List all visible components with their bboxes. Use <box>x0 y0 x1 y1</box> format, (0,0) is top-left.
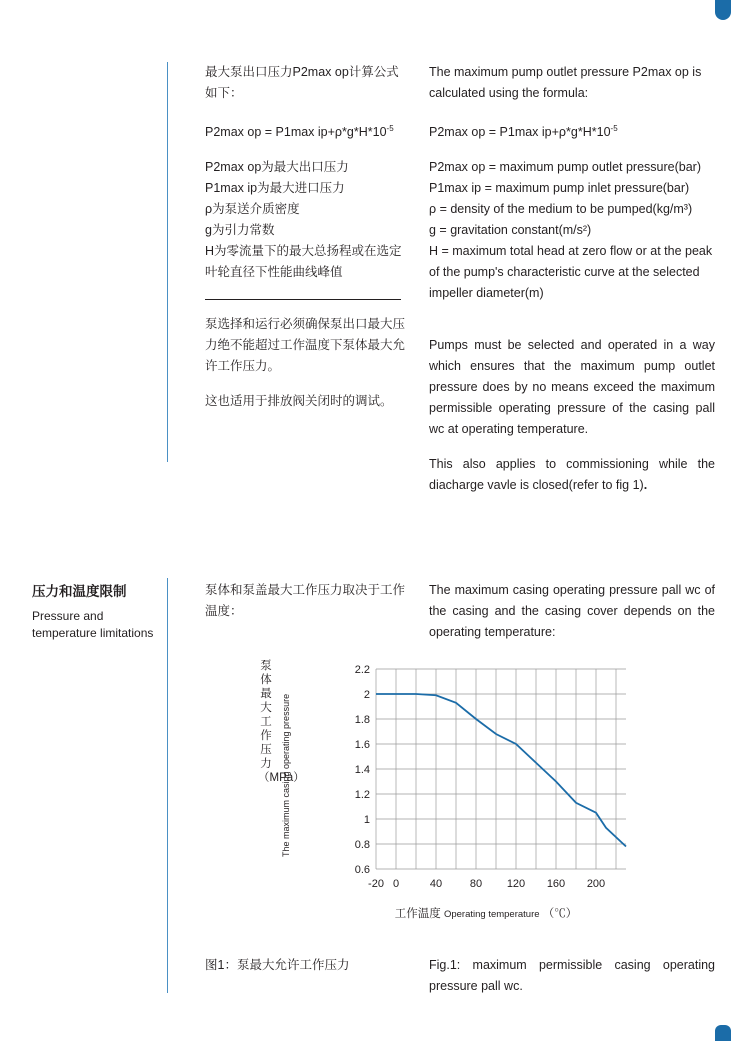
mid-english-column <box>429 580 715 657</box>
mid-content-block <box>205 580 725 657</box>
cn-def-4: H为零流量下的最大总扬程或在选定叶轮直径下性能曲线峰值 <box>205 244 402 280</box>
top-english-column <box>429 62 715 510</box>
chart-svg <box>336 659 636 899</box>
cn-def-0: P2max op为最大出口压力 <box>205 160 349 175</box>
chart-y-axis-label-cn: 泵体最大工作压力（MPa） <box>258 660 305 784</box>
svg-text:1: 1 <box>363 814 370 826</box>
cn-def-1: P1max ip为最大进口压力 <box>205 181 345 196</box>
section-heading-cn: 压力和温度限制 <box>32 584 127 599</box>
svg-text:80: 80 <box>469 878 483 890</box>
vertical-rule-top <box>167 62 168 462</box>
mid-cn-text: 泵体和泵盖最大工作压力取决于工作温度： <box>205 583 406 618</box>
figure-caption <box>205 955 725 997</box>
cn-formula-text: P2max op = P1max ip+ρ*g*H*10 <box>205 125 387 140</box>
cn-warning-2: 这也适用于排放阀关闭时的调试。 <box>205 394 393 409</box>
chart-figure <box>258 655 678 925</box>
svg-text:40: 40 <box>429 878 443 890</box>
cn-intro: 最大泵出口压力P2max op计算公式如下： <box>205 65 399 100</box>
chart-plot <box>336 659 636 904</box>
section-heading-en: Pressure and temperature limitations <box>32 609 154 640</box>
spacer <box>429 304 715 335</box>
caption-cn: 图1：泵最大允许工作压力 <box>205 958 350 972</box>
svg-text:1.4: 1.4 <box>354 764 370 776</box>
section-heading <box>32 582 162 642</box>
cn-def-3: g为引力常数 <box>205 223 275 238</box>
corner-marker-bottom-right <box>715 1025 731 1041</box>
cn-warning: 泵选择和运行必须确保泵出口最大压力绝不能超过工作温度下泵体最大允许工作压力。 <box>205 317 406 374</box>
en-formula-exponent: -5 <box>610 124 618 133</box>
en-warning-2 <box>429 454 715 496</box>
svg-text:1.2: 1.2 <box>354 789 370 801</box>
en-def-4: H = maximum total head at zero flow or at the peak of the pump's characteristic curve at the selected impeller diameter(m) <box>429 244 713 301</box>
top-content-block <box>205 62 725 510</box>
svg-text:1.8: 1.8 <box>354 714 370 726</box>
cn-def-2: ρ为泵送介质密度 <box>205 202 300 217</box>
corner-marker-top-right <box>715 0 731 20</box>
chart-x-axis-label-cn: 工作温度 <box>394 908 441 920</box>
mid-en-text: The maximum casing operating pressure pall wc of the casing and the casing cover depends on the operating temperature: <box>429 583 715 639</box>
chart-x-axis-label-en: Operating temperature <box>443 909 540 920</box>
svg-text:2.2: 2.2 <box>354 664 370 676</box>
cn-formula <box>205 118 405 143</box>
en-warning: Pumps must be selected and operated in a way which ensures that the maximum pump outlet pressure does by no means exceed the maximum permissible operating pressure of the casing pall wc at operating temperature. <box>429 338 715 437</box>
caption-en: Fig.1: maximum permissible casing operating pressure pall wc. <box>429 958 715 993</box>
en-def-0: P2max op = maximum pump outlet pressure(bar) <box>429 160 701 175</box>
en-formula <box>429 118 715 143</box>
chart-y-axis-label-en: The maximum casing operating pressure <box>281 693 291 857</box>
svg-text:0: 0 <box>392 878 400 890</box>
svg-text:0.6: 0.6 <box>354 864 370 876</box>
en-def-3: g = gravitation constant(m/s²) <box>429 223 592 238</box>
en-warning-2-text: This also applies to commissioning while the diacharge vavle is closed(refer to fig 1) <box>429 457 715 493</box>
mid-chinese-column <box>205 580 405 657</box>
svg-text:-20: -20 <box>368 878 384 890</box>
en-warning-2-period: . <box>643 478 648 493</box>
svg-text:200: 200 <box>586 878 606 890</box>
en-def-1: P1max ip = maximum pump inlet pressure(bar) <box>429 181 690 196</box>
divider <box>205 299 401 300</box>
svg-text:0.8: 0.8 <box>354 839 370 851</box>
cn-formula-exponent: -5 <box>386 124 394 133</box>
svg-text:2: 2 <box>363 689 370 701</box>
svg-text:120: 120 <box>506 878 526 890</box>
chart-x-axis-unit: （℃） <box>542 908 578 920</box>
svg-text:160: 160 <box>546 878 566 890</box>
chart-x-axis-label <box>336 905 636 921</box>
en-def-2: ρ = density of the medium to be pumped(kg/m³) <box>429 202 693 217</box>
en-intro: The maximum pump outlet pressure P2max op is calculated using the formula: <box>429 65 702 100</box>
top-chinese-column <box>205 62 405 510</box>
vertical-rule-bottom <box>167 578 168 993</box>
en-formula-text: P2max op = P1max ip+ρ*g*H*10 <box>429 125 611 140</box>
svg-text:1.6: 1.6 <box>354 739 370 751</box>
